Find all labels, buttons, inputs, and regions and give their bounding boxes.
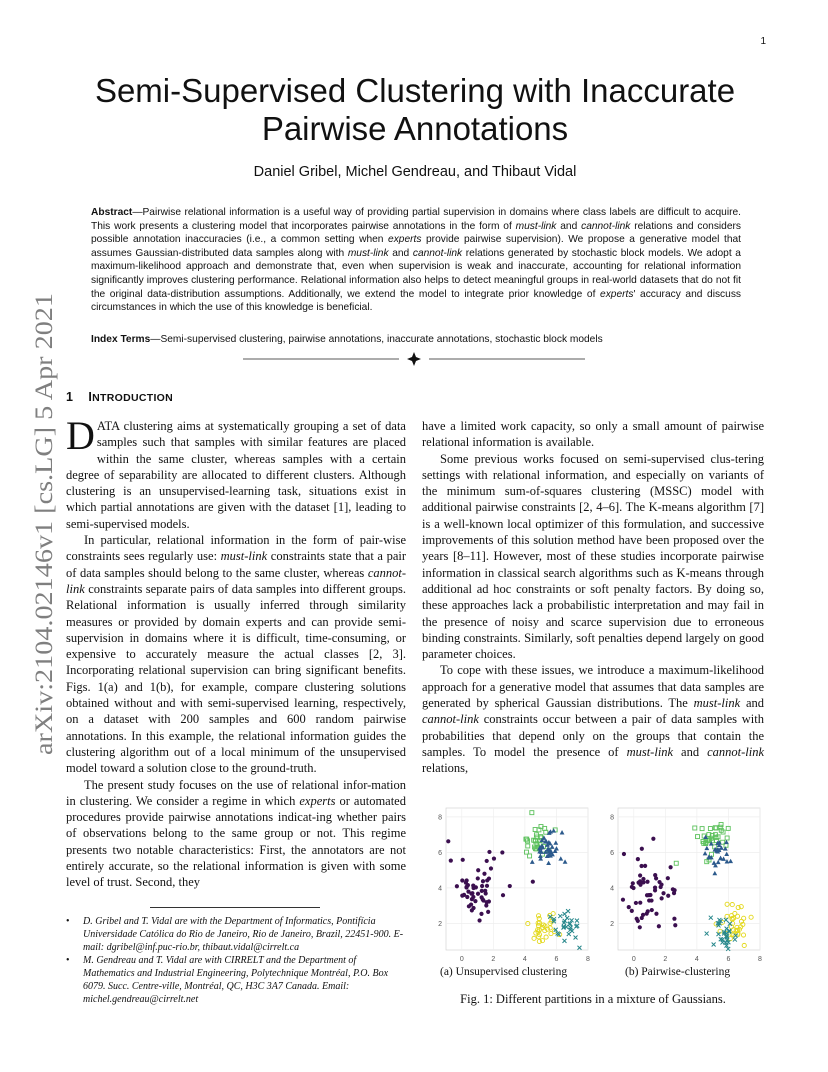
data-point bbox=[477, 918, 481, 922]
paragraph-text: To cope with these issues, we introduce a maximum-likelihood approach for a generative model that assumes that data samples are generated by spherical Gaussian distributions. The bbox=[422, 663, 764, 711]
data-point bbox=[657, 924, 661, 928]
data-point bbox=[473, 899, 477, 903]
section-title-rest: NTRODUCTION bbox=[92, 392, 174, 404]
x-tick-label: 8 bbox=[758, 956, 762, 963]
subfigure-caption-b: (b) Pairwise-clustering bbox=[625, 966, 731, 978]
data-point bbox=[645, 912, 649, 916]
footnote-rule bbox=[150, 907, 320, 908]
paragraph-text: constraints separate pairs of data samples into different groups. Relational information is usually inferred through similarity measures or provided by domain experts and can provide semi-supervision in domains where it is difficult, time-consuming, or expensive to accurately measure the actual classes [2, 3]. Incorporating relational supervision can bring significant benefits. Figs. 1(a) and 1(b), for example, compare clustering solutions obtained without and with semi-supervised learning, respectively, on a dataset with 200 samples and 600 random pairwise annotations. In this example, the relational information guides the clustering algorithm out of a local minimum of the unsupervised model toward a solution close to the ground-truth. bbox=[66, 581, 406, 776]
data-point bbox=[471, 884, 475, 888]
data-point bbox=[460, 894, 464, 898]
x-tick-label: 4 bbox=[694, 956, 699, 963]
data-point bbox=[638, 901, 642, 905]
x-tick-label: 6 bbox=[726, 956, 731, 963]
data-point bbox=[485, 900, 489, 904]
data-point bbox=[470, 908, 474, 912]
y-tick-label: 2 bbox=[610, 920, 614, 928]
data-point bbox=[638, 925, 642, 929]
figure-caption: Fig. 1: Different partitions in a mixture of Gaussians. bbox=[460, 992, 726, 1006]
y-tick-label: 4 bbox=[438, 885, 442, 893]
data-point bbox=[636, 857, 640, 861]
data-point bbox=[654, 912, 658, 916]
data-point bbox=[672, 917, 676, 921]
paper-title: Semi-Supervised Clustering with Inaccurate Pairwise Annotations bbox=[94, 72, 736, 147]
paragraph bbox=[422, 662, 764, 776]
author-list: Daniel Gribel, Michel Gendreau, and Thibaut Vidal bbox=[253, 164, 577, 180]
figure-scatter-plots bbox=[424, 794, 764, 984]
data-point bbox=[508, 884, 512, 888]
paragraph bbox=[66, 413, 406, 532]
data-point bbox=[469, 902, 473, 906]
section-number: 1 bbox=[66, 390, 74, 404]
data-point bbox=[641, 877, 645, 881]
paragraph: have a limited work capacity, so only a small amount of pairwise relational information is available. bbox=[422, 419, 764, 450]
data-point bbox=[651, 837, 655, 841]
paragraph-text: relations, bbox=[422, 761, 469, 776]
data-point bbox=[631, 881, 635, 885]
data-point bbox=[485, 878, 489, 882]
data-point bbox=[640, 847, 644, 851]
section-first-letter: I bbox=[88, 390, 93, 404]
x-tick-label: 0 bbox=[459, 956, 464, 963]
y-tick-label: 4 bbox=[610, 885, 614, 893]
emphasis: cannot-link bbox=[422, 712, 479, 727]
page-number: 1 bbox=[760, 36, 766, 47]
data-point bbox=[636, 919, 640, 923]
data-point bbox=[666, 876, 670, 880]
emphasis: cannot-link bbox=[707, 744, 764, 759]
data-point bbox=[485, 884, 489, 888]
data-point bbox=[630, 885, 634, 889]
paragraph-text: ATA clustering aims at systematically grouping a set of data samples such that samples with similar features are placed within the same cluster, whereas samples with a certain degree of separability are allocated to different clusters. Although clustering is an unsupervised-learning task, situations exist in which partial annotations are given with the dataset [1], leading to semi-supervised models. bbox=[66, 419, 406, 531]
right-column bbox=[422, 418, 764, 777]
index-terms-text: —Semi-supervised clustering, pairwise annotations, inaccurate annotations, stochastic block models bbox=[150, 334, 603, 345]
paragraph-text: constraints occur between a pair of data samples with probabilities that depend only on the groups that contain the samples. To model the presence of bbox=[422, 712, 764, 759]
drop-cap: D bbox=[66, 413, 95, 458]
data-point bbox=[673, 923, 677, 927]
paragraph-text: and bbox=[740, 696, 764, 711]
data-point bbox=[622, 852, 626, 856]
data-point bbox=[627, 905, 631, 909]
data-point bbox=[480, 884, 484, 888]
abstract bbox=[91, 206, 741, 315]
data-point bbox=[485, 859, 489, 863]
y-tick-label: 2 bbox=[438, 920, 442, 928]
paragraph-text: In particular, relational information in the form of pair-wise constraints sees regularly use: bbox=[66, 533, 406, 564]
data-point bbox=[666, 894, 670, 898]
data-point bbox=[461, 858, 465, 862]
y-tick-label: 6 bbox=[610, 849, 614, 857]
data-point bbox=[476, 868, 480, 872]
data-point bbox=[638, 879, 642, 883]
paragraph-text: or automated procedures provide pairwise annotations indicat-ing whether pairs of observations belong to the same group or not. This regime presents two notable characteristics: First, the annotators are not entirely accurate, so the relational information is given with some level of trust. Second, they bbox=[66, 793, 406, 890]
data-point bbox=[482, 872, 486, 876]
data-point bbox=[659, 885, 663, 889]
data-point bbox=[487, 850, 491, 854]
data-point bbox=[486, 910, 490, 914]
arxiv-identifier: arXiv:2104.02146v1 [cs.LG] 5 Apr 2021 bbox=[31, 345, 58, 755]
paragraph bbox=[66, 532, 406, 776]
data-point bbox=[470, 897, 474, 901]
data-point bbox=[621, 898, 625, 902]
data-point bbox=[653, 886, 657, 890]
y-tick-label: 8 bbox=[438, 814, 442, 822]
data-point bbox=[500, 850, 504, 854]
data-point bbox=[661, 891, 665, 895]
data-point bbox=[483, 889, 487, 893]
data-point bbox=[464, 881, 468, 885]
data-point bbox=[531, 880, 535, 884]
data-point bbox=[647, 898, 651, 902]
data-point bbox=[650, 908, 654, 912]
scatter-panel bbox=[610, 808, 762, 963]
x-tick-label: 6 bbox=[554, 956, 559, 963]
left-column bbox=[66, 413, 406, 891]
data-point bbox=[669, 865, 673, 869]
x-tick-label: 8 bbox=[586, 956, 590, 963]
abstract-text: —Pairwise relational information is a useful way of providing partial supervision in domains where class labels are difficult to acquire. This work presents a clustering model that incorporates pairwise annotations in the form of must-link and cannot-link relations and considers possible annotation inaccuracies (i.e., a common setting when experts provide pairwise supervision). We propose a generative model that assumes Gaussian-distributed data samples along with must-link and cannot-link relations generated by stochastic block models. We adopt a maximum-likelihood approach and demonstrate that, even when supervision is weak and inaccurate, accounting for relational information significantly improves clustering performance. Relational information also helps to detect meaningful groups in real-world datasets that do not fit the original data-distribution assumptions. Additionally, we extend the model to integrate prior knowledge of experts' accuracy and discuss circumstances in which the use of this knowledge is beneficial. bbox=[91, 207, 742, 314]
data-point bbox=[645, 880, 649, 884]
data-point bbox=[466, 890, 470, 894]
data-point bbox=[640, 916, 644, 920]
footnotes bbox=[66, 915, 406, 1006]
x-tick-label: 4 bbox=[522, 956, 527, 963]
data-point bbox=[492, 856, 496, 860]
paragraph: Some previous works focused on semi-supervised clus-tering settings with relational information, and especially on variants of the minimum sum-of-squares clustering (MSSC) model with additional pairwise constraints [2, 4–6]. The K-means algorithm [7] is a well-known local optimizer of this formulation, and successive improvements of this solution method have been proposed over the years [8–11]. However, most of these studies incorporate pairwise information in classical search algorithms such as K-means through additional ad hoc constraints or soft penalty factors. By doing so, these approaches lack a probabilistic interpretation and may fail in the presence of noisy and scarce supervision due to erroneous binding constraints. Similarly, soft penalties depend largely on good parameter choices. bbox=[422, 451, 764, 662]
arxiv-sidebar-stamp bbox=[14, 285, 64, 765]
index-terms bbox=[91, 333, 741, 346]
index-terms-label: Index Terms bbox=[91, 334, 151, 345]
x-tick-label: 2 bbox=[663, 956, 668, 963]
data-point bbox=[479, 912, 483, 916]
data-point bbox=[501, 893, 505, 897]
paragraph-text: and bbox=[673, 744, 708, 759]
data-point bbox=[480, 895, 484, 899]
y-tick-label: 8 bbox=[610, 814, 614, 822]
emphasis: must-link bbox=[693, 696, 741, 711]
emphasis: experts bbox=[299, 793, 336, 808]
data-point bbox=[446, 839, 450, 843]
data-point bbox=[481, 879, 485, 883]
footnote-item: • M. Gendreau and T. Vidal are with CIRRELT and the Department of Mathematics and Industrial Engineering, Polytechnique Montréal, P.O. Box 6079. Succ. Centre-ville, Montréal, QC, H3C 3A7 Canada. Email: michel.gendreau@cirrelt.net bbox=[66, 954, 406, 1006]
subfigure-caption-a: (a) Unsupervised clustering bbox=[440, 966, 568, 978]
data-point bbox=[476, 892, 480, 896]
data-point bbox=[634, 901, 638, 905]
data-point bbox=[653, 873, 657, 877]
emphasis: must-link bbox=[220, 549, 268, 564]
x-tick-label: 2 bbox=[491, 956, 496, 963]
data-point bbox=[660, 896, 664, 900]
data-point bbox=[455, 884, 459, 888]
section-divider bbox=[243, 352, 585, 366]
emphasis: must-link bbox=[626, 744, 674, 759]
data-point bbox=[630, 909, 634, 913]
footnote-item: • D. Gribel and T. Vidal are with the Department of Informatics, Pontifícia Universidade Católica do Rio de Janeiro, Rio de Janeiro, Brazil, 22451-900. E-mail: dgribel@inf.puc-rio.br, thibaut.vidal@cirrelt.ca bbox=[66, 915, 406, 954]
paragraph-text: The present study focuses on the use of relational infor-mation in clustering. We consider a regime in which bbox=[66, 777, 406, 808]
data-point bbox=[643, 864, 647, 868]
abstract-label: Abstract bbox=[91, 207, 133, 218]
data-point bbox=[449, 858, 453, 862]
section-heading bbox=[66, 390, 173, 404]
data-point bbox=[647, 893, 651, 897]
data-point bbox=[460, 878, 464, 882]
y-tick-label: 6 bbox=[438, 849, 442, 857]
paragraph-text: constraints state that a pair of data samples should belong to the same cluster, whereas bbox=[66, 549, 406, 580]
x-tick-label: 0 bbox=[631, 956, 636, 963]
data-point bbox=[638, 873, 642, 877]
emphasis: cannot-link bbox=[66, 565, 406, 596]
scatter-panel bbox=[438, 808, 590, 963]
data-point bbox=[489, 866, 493, 870]
data-point bbox=[476, 876, 480, 880]
data-point bbox=[673, 888, 677, 892]
paragraph bbox=[66, 777, 406, 891]
